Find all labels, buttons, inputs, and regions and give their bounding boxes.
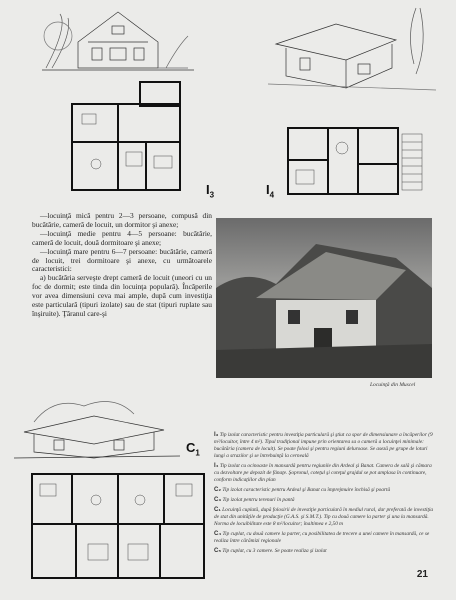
figure-label-i4: $I_4$ [266, 182, 275, 200]
house-elevation-sketch-i3 [38, 6, 198, 74]
house-photo [216, 218, 432, 378]
body-paragraph: —locuinţă mare pentru 6—7 persoane: bucătărie, cameră de locuit, trei dormitoare şi anexe, cu următoarele caracteristici: [32, 246, 212, 274]
legend-item: C₁ Locuinţă cuplată, după folosirii de investiţie particulară în mediul rural, dar preferată de investiţia de stat din unităţile de producţie (G.A.S. şi S.M.T.). Tip cu două camere la parter şi una la mansardă. Norma de locuibilitate este 8 m²/locuitor; înaltimea e 2,50 m [214, 507, 434, 527]
house-sketch-c1 [14, 392, 180, 462]
legend-item: I₃ Tip izolat caracteristic pentru investiţia particulară şi ştiut ca spor de dimensiunare a încăperilor (9 m²/locuitor, între 4 m²). Tipul tradiţional impune prin orientarea sa o cameră a locuinţei minimale: bucătăria (camera de locuit). Se poate folosi şi pentru regiuni deluroase. Se aseză pe grupe de loturi lungi a strazilor şi se întrebuinţă la cerneală [214, 432, 433, 459]
floor-plan-i4 [284, 124, 434, 204]
photo-caption: Locuinţă din Muscel [370, 382, 416, 388]
legend-item: I₄ Tip izolat cu ocinoaste în mansardă pentru regiunile din Ardeal şi Banat. Camera de sală şi cămara cu dezvoltare pe depozit de fânaţe. Şopronul, coteţul şi coteţul grajdul se pot amplasa în continuare, conform indicaţiilor din plan [214, 463, 432, 483]
legend-item: C₄ Tip cuplat, cu două camere la parter, cu posibilitatea de trecere a unei camere în mansardă, ce se realiza între cărămizi regionale [214, 531, 430, 544]
floor-plan-i3 [66, 80, 196, 200]
house-perspective-sketch-i4 [266, 4, 438, 94]
figure-label-i3: $I_3$ [206, 182, 215, 200]
page-number: 21 [416, 569, 428, 580]
body-paragraph: —locuinţă medie pentru 4—5 persoane: bucătărie, cameră de locuit, două dormitoare şi anexe; [32, 228, 212, 247]
floor-plan-c1 [26, 464, 210, 588]
legend-item: C₅ Tip cuplat, cu 3 camere. Se poate realiza şi izolat [214, 548, 327, 554]
legend-item: C₃ Tip izolat pentru terenuri în pantă [214, 497, 295, 503]
figure-label-c1: $C_1$ [186, 440, 200, 458]
body-paragraph: a) bucătăria serveşte drept cameră de locuit (uneori cu un foc de dormit; este tinda din locuinţa populară). Încăperile vor avea dimensiuni ceva mai ample, după cum investiţia este particulară (tipuri izolate) sau de stat (tipuri ruplate sau înşiruite). Ţăranul care-şi [32, 273, 212, 318]
legend-item: C₂ Tip izolat caracteristic pentru Ardeal şi Banat cu împrejmuire închisă şi poartă [214, 487, 391, 493]
body-text [32, 212, 212, 319]
house-photo-drawing [216, 218, 432, 378]
body-paragraph: —locuinţă mică pentru 2—3 persoane, compusă din bucătărie, cameră de locuit, un dormitor şi anexe; [32, 211, 212, 229]
figure-legend [214, 432, 434, 558]
